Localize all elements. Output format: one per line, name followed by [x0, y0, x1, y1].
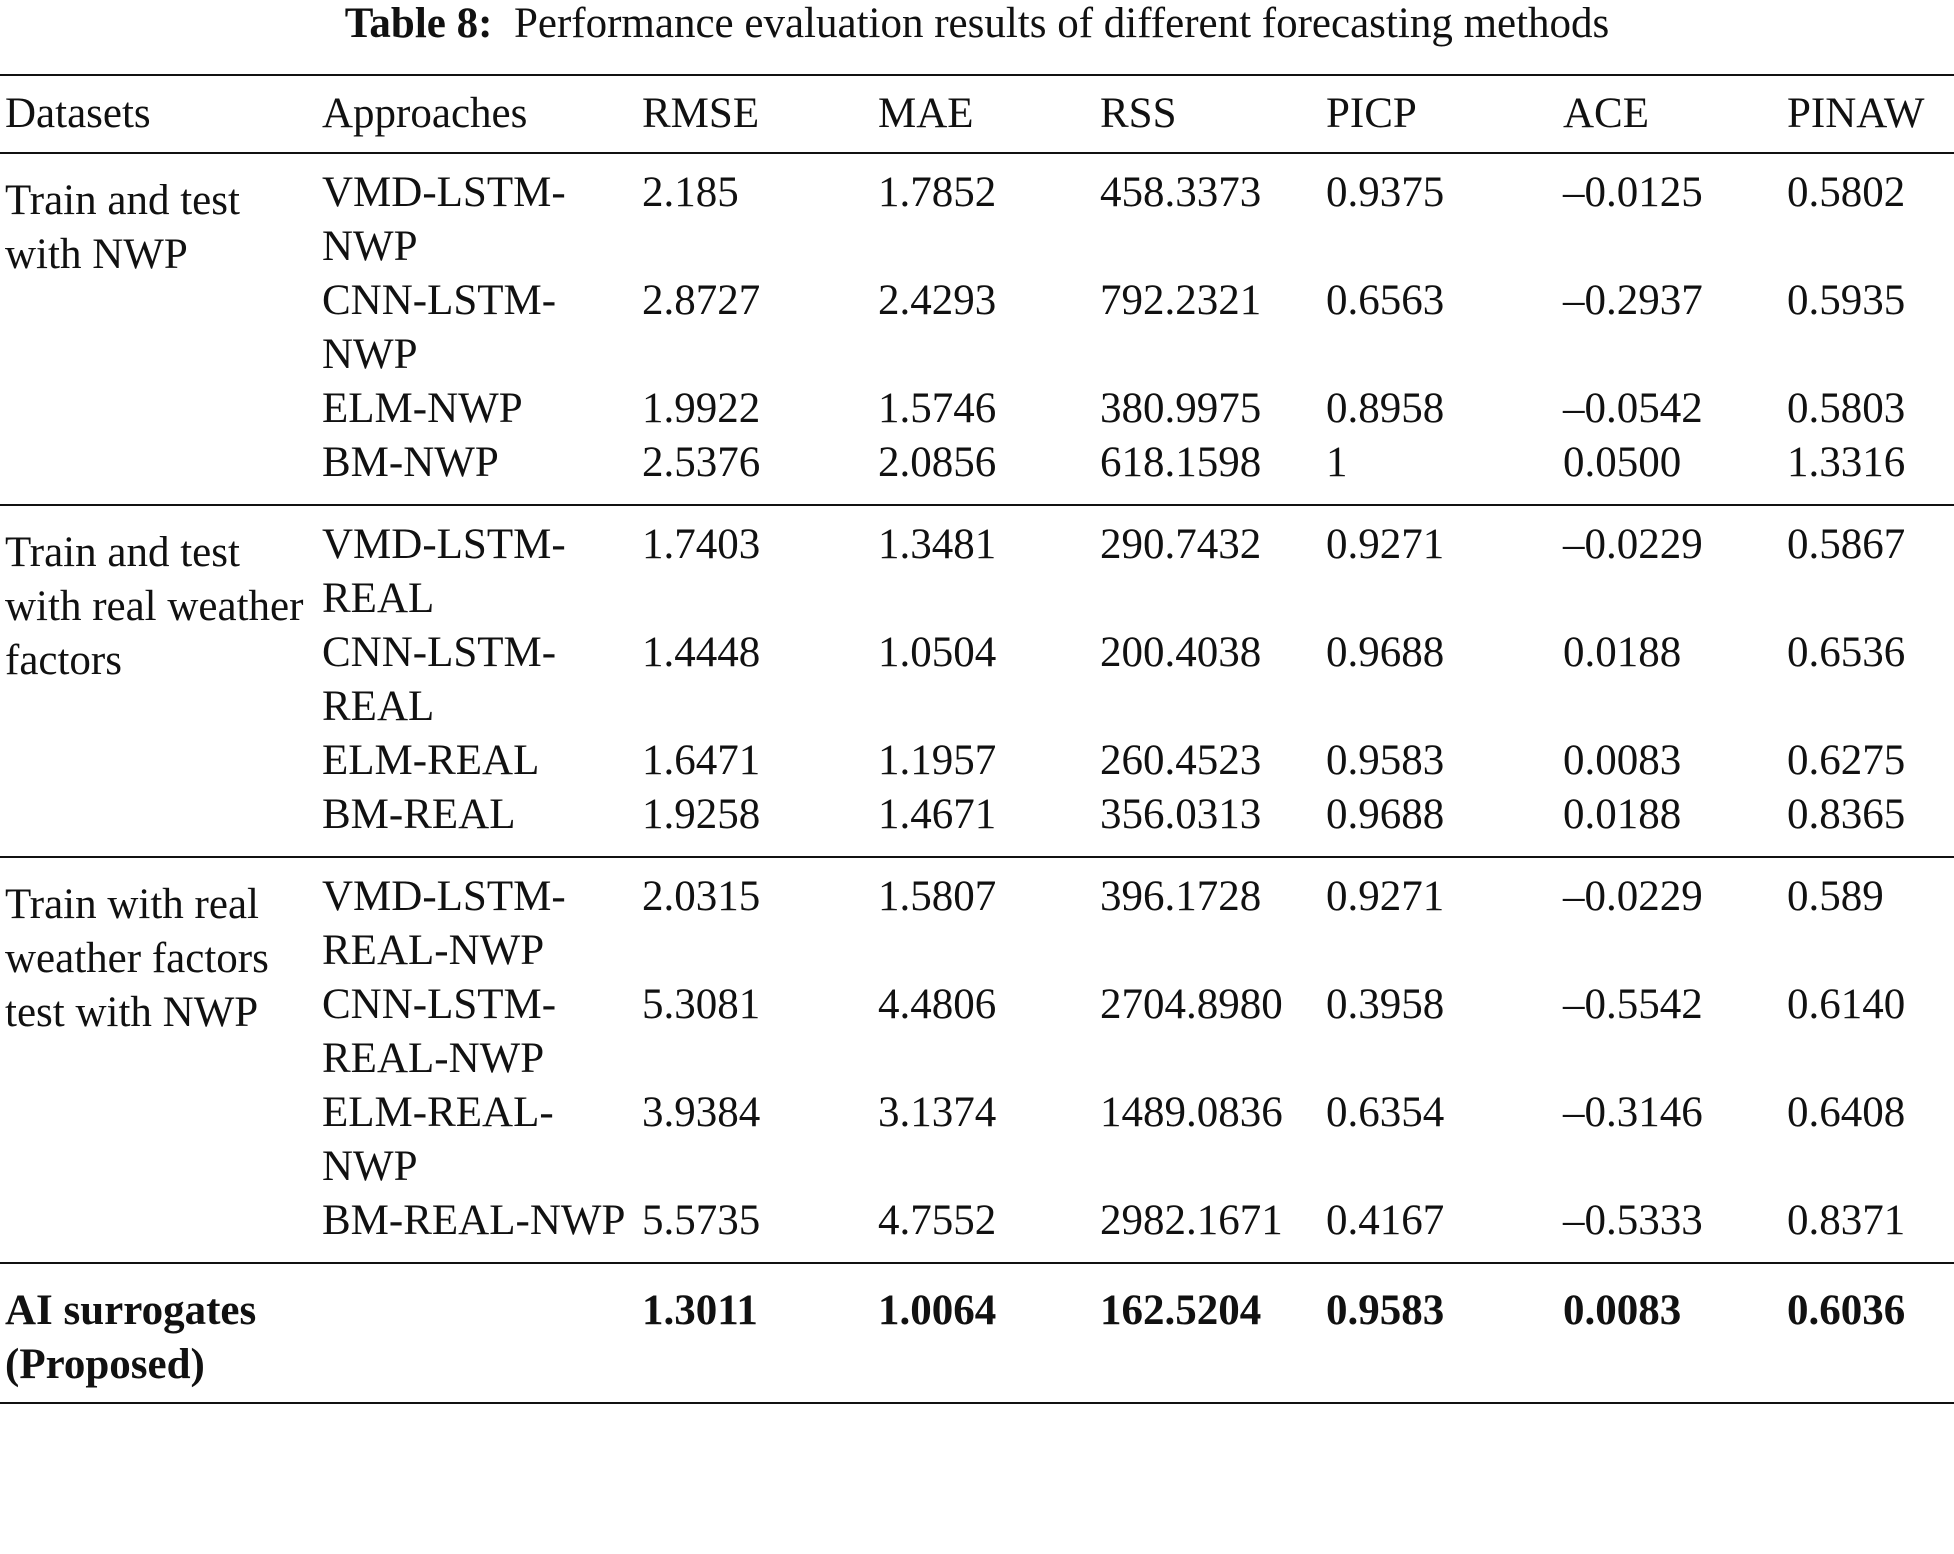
header-pinaw: PINAW [1787, 90, 1925, 137]
rmse-cell: 2.5376 [642, 439, 761, 486]
mae-cell: 1.0504 [878, 629, 997, 676]
header-datasets: Datasets [5, 90, 151, 137]
pinaw-cell: 0.8371 [1787, 1197, 1906, 1244]
rss-cell: 396.1728 [1100, 873, 1262, 920]
rss-cell: 458.3373 [1100, 169, 1262, 216]
table-row [0, 857, 1954, 978]
proposed-rmse-cell: 1.3011 [642, 1287, 758, 1334]
rmse-cell: 1.4448 [642, 629, 761, 676]
picp-cell: 0.6563 [1326, 277, 1445, 324]
mae-cell: 4.4806 [878, 981, 997, 1028]
pinaw-cell: 0.5935 [1787, 277, 1906, 324]
rmse-cell: 1.6471 [642, 737, 761, 784]
rmse-cell: 2.0315 [642, 873, 761, 920]
approach-cell: VMD-LSTM-REAL [322, 521, 566, 622]
pinaw-cell: 0.6408 [1787, 1089, 1906, 1136]
approach-cell: BM-NWP [322, 439, 499, 486]
rmse-cell: 1.7403 [642, 521, 761, 568]
ace-cell: 0.0083 [1563, 737, 1682, 784]
rss-cell: 792.2321 [1100, 277, 1262, 324]
group-real [0, 505, 1954, 857]
mae-cell: 1.5807 [878, 873, 997, 920]
rss-cell: 380.9975 [1100, 385, 1262, 432]
pinaw-cell: 0.6140 [1787, 981, 1906, 1028]
mae-cell: 1.4671 [878, 791, 997, 838]
approach-cell: BM-REAL [322, 791, 516, 838]
rmse-cell: 1.9922 [642, 385, 761, 432]
approach-cell: ELM-REAL [322, 737, 540, 784]
mae-cell: 4.7552 [878, 1197, 997, 1244]
results-table [0, 74, 1954, 1404]
rss-cell: 618.1598 [1100, 439, 1262, 486]
picp-cell: 0.9375 [1326, 169, 1445, 216]
header-mae: MAE [878, 90, 974, 137]
picp-cell: 0.9271 [1326, 873, 1445, 920]
approach-cell: CNN-LSTM-REAL [322, 629, 557, 730]
group-proposed [0, 1263, 1954, 1403]
proposed-row [0, 1263, 1954, 1403]
pinaw-cell: 0.5802 [1787, 169, 1906, 216]
ace-cell: –0.0229 [1563, 873, 1703, 920]
mae-cell: 3.1374 [878, 1089, 997, 1136]
picp-cell: 1 [1326, 439, 1348, 486]
ace-cell: –0.5333 [1563, 1197, 1703, 1244]
rss-cell: 1489.0836 [1100, 1089, 1283, 1136]
rss-cell: 200.4038 [1100, 629, 1262, 676]
ace-cell: –0.5542 [1563, 981, 1703, 1028]
picp-cell: 0.9688 [1326, 629, 1445, 676]
mae-cell: 1.3481 [878, 521, 997, 568]
approach-cell: ELM-NWP [322, 385, 523, 432]
pinaw-cell: 0.6536 [1787, 629, 1906, 676]
ace-cell: 0.0188 [1563, 791, 1682, 838]
proposed-approach-cell [317, 1263, 637, 1403]
proposed-pinaw-cell: 0.6036 [1787, 1287, 1906, 1334]
rmse-cell: 2.8727 [642, 277, 761, 324]
rmse-cell: 2.185 [642, 169, 739, 216]
ace-cell: 0.0188 [1563, 629, 1682, 676]
mae-cell: 1.7852 [878, 169, 997, 216]
ace-cell: –0.3146 [1563, 1089, 1703, 1136]
proposed-rss-cell: 162.5204 [1100, 1287, 1262, 1334]
rmse-cell: 3.9384 [642, 1089, 761, 1136]
picp-cell: 0.9688 [1326, 791, 1445, 838]
dataset-cell: Train and test with real weather factors [5, 529, 304, 684]
group-nwp [0, 153, 1954, 505]
pinaw-cell: 0.589 [1787, 873, 1884, 920]
pinaw-cell: 1.3316 [1787, 439, 1906, 486]
header-rmse: RMSE [642, 90, 760, 137]
pinaw-cell: 0.5867 [1787, 521, 1906, 568]
header-rss: RSS [1100, 90, 1177, 137]
picp-cell: 0.8958 [1326, 385, 1445, 432]
header-ace: ACE [1563, 90, 1649, 137]
group-real-nwp [0, 857, 1954, 1263]
rss-cell: 260.4523 [1100, 737, 1262, 784]
approach-cell: CNN-LSTM-NWP [322, 277, 557, 378]
picp-cell: 0.9583 [1326, 737, 1445, 784]
approach-cell: CNN-LSTM-REAL-NWP [322, 981, 557, 1082]
header-approaches: Approaches [322, 90, 528, 137]
rss-cell: 290.7432 [1100, 521, 1262, 568]
proposed-dataset-cell: AI surrogates (Proposed) [5, 1287, 257, 1388]
ace-cell: –0.2937 [1563, 277, 1703, 324]
picp-cell: 0.3958 [1326, 981, 1445, 1028]
header-picp: PICP [1326, 90, 1417, 137]
header-row [0, 75, 1954, 153]
rmse-cell: 5.5735 [642, 1197, 761, 1244]
approach-cell: BM-REAL-NWP [322, 1197, 626, 1244]
mae-cell: 1.1957 [878, 737, 997, 784]
ace-cell: 0.0500 [1563, 439, 1682, 486]
mae-cell: 2.4293 [878, 277, 997, 324]
table-row [0, 153, 1954, 274]
pinaw-cell: 0.8365 [1787, 791, 1906, 838]
rss-cell: 2982.1671 [1100, 1197, 1283, 1244]
approach-cell: ELM-REAL-NWP [322, 1089, 554, 1190]
proposed-picp-cell: 0.9583 [1326, 1287, 1445, 1334]
picp-cell: 0.9271 [1326, 521, 1445, 568]
mae-cell: 2.0856 [878, 439, 997, 486]
ace-cell: –0.0125 [1563, 169, 1703, 216]
rss-cell: 2704.8980 [1100, 981, 1283, 1028]
proposed-mae-cell: 1.0064 [878, 1287, 997, 1334]
rmse-cell: 1.9258 [642, 791, 761, 838]
table-caption [0, 0, 1954, 48]
mae-cell: 1.5746 [878, 385, 997, 432]
pinaw-cell: 0.6275 [1787, 737, 1906, 784]
picp-cell: 0.6354 [1326, 1089, 1445, 1136]
approach-cell: VMD-LSTM-NWP [322, 169, 566, 270]
table-row [0, 505, 1954, 626]
approach-cell: VMD-LSTM-REAL-NWP [322, 873, 566, 974]
rmse-cell: 5.3081 [642, 981, 761, 1028]
picp-cell: 0.4167 [1326, 1197, 1445, 1244]
proposed-ace-cell: 0.0083 [1563, 1287, 1682, 1334]
caption-text: Performance evaluation results of different forecasting methods [513, 0, 1610, 47]
table-header [0, 75, 1954, 153]
ace-cell: –0.0542 [1563, 385, 1703, 432]
dataset-cell: Train and test with NWP [5, 177, 240, 278]
dataset-cell: Train with real weather factors test with NWP [5, 881, 269, 1036]
caption-label: Table 8: [344, 0, 493, 47]
ace-cell: –0.0229 [1563, 521, 1703, 568]
rss-cell: 356.0313 [1100, 791, 1262, 838]
pinaw-cell: 0.5803 [1787, 385, 1906, 432]
